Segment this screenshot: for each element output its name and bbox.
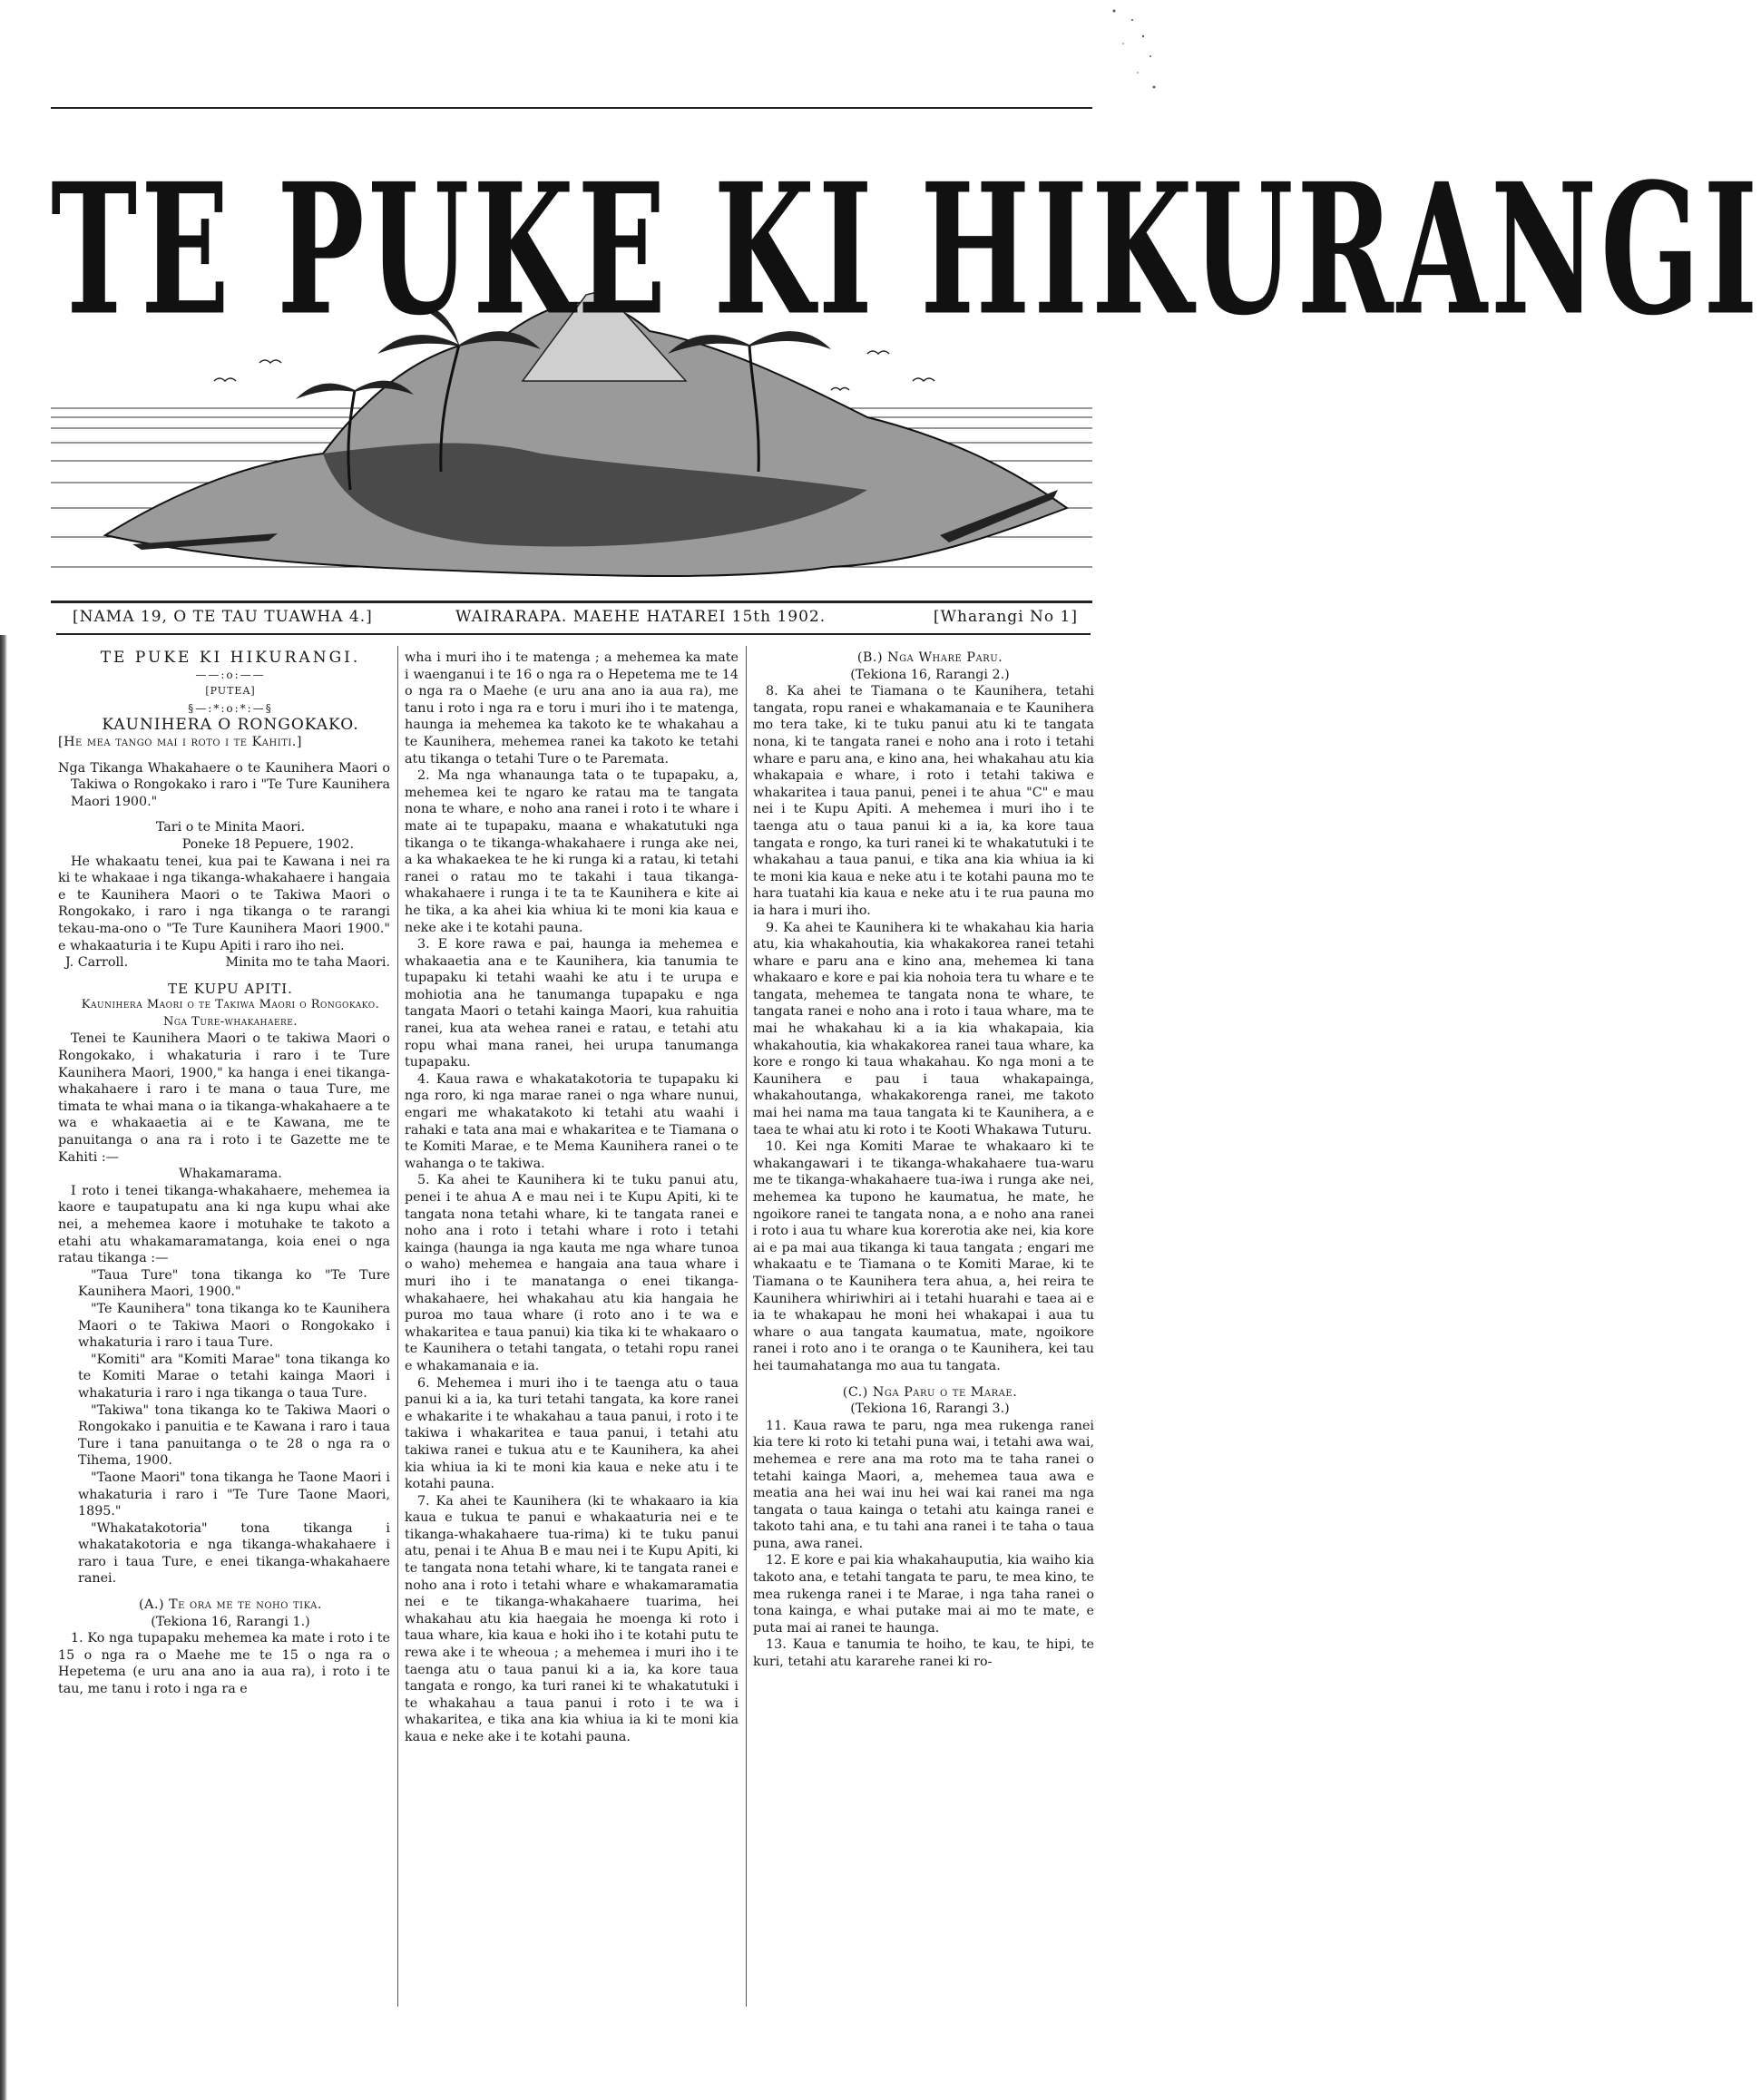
- place-date: WAIRARAPA. MAEHE HATAREI 15th 1902.: [455, 608, 827, 626]
- signature: [58, 954, 390, 972]
- column-3: [753, 650, 1094, 2092]
- body-paragraph: 5. Ka ahei te Kaunihera ki te tuku panui atu, penei i te ahua A e mau nei i te Kupu Apiti, ki te tangata nona tetahi whare, ki te tangata ranei e noho ana i roto i tetahi whare i roto i tetahi kainga (haunga ia nga kauta me nga whare tunoa o waho) mehemea e hangaia ana taua whare i muri iho i te manatanga o enei tikanga-whakahaere, hei whakahau atu kia hangaia he puroa mo taua whare (i roto ano i te wa e whakaritea e taua panui) kia tika ki te whakaaro o te Kaunihera o tetahi tangata, o tetahi ropu ranei e whakamanaia e ia.: [405, 1173, 739, 1373]
- signature-title: Minita mo te taha Maori.: [225, 955, 390, 971]
- body-paragraph: 12. E kore e pai kia whakahauputia, kia waiho kia takoto ana, e tetahi tangata te paru, te mea kino, te mea rukenga ranei i te Marae, i nga taha ranei o tona kainga, e whai putake mai ai mo te mate, e puta mai ai ranei te haunga.: [753, 1553, 1094, 1636]
- body-paragraph: 2. Ma nga whanaunga tata o te tupapaku, a, mehemea kei te ngaro ke ratau ma te tangata nona te whare, e noho ana ranei i roto i te whare i mate ai te tupapaku, maana e whakatutuki nga tikanga o te tikanga-whakahaere i runga ake nei, a ka whakaekea te he ki runga ki a ratau, ki tetahi ranei o ratau mo te takahi i taua tikanga-whakahaere i runga i te ta te Kaunihera e kite ai he tika, a ka ahei kia whiua ki te moni kia kaua e neke ake i te kotahi pauna.: [405, 768, 739, 935]
- body-paragraph: Tenei te Kaunihera Maori o te takiwa Maori o Rongokako, i whakaturia i raro i te Ture Kaunihera Maori, 1900," ka hanga i enei tikanga-whakahaere i raro i te mana o taua Ture, me timata te whai mana o ia tikanga-whakahaere a te wa e whakaaetia ai e te Kawana, me te panuitanga o ana ra i roto i te Gazette me te Kahiti :—: [58, 1031, 390, 1165]
- column-rule: [746, 646, 747, 2007]
- section-c-heading: (C.) Nga Paru o te Marae.: [842, 1384, 1018, 1400]
- issue-number: [NAMA 19, O TE TAU TUAWHA 4.]: [73, 608, 373, 626]
- definition-item: "Te Kaunihera" tona tikanga ko te Kaunihera Maori o te Takiwa Maori o Rongokako i whakaturia i raro i taua Ture.: [78, 1301, 390, 1351]
- body-paragraph: 9. Ka ahei te Kaunihera ki te whakahau kia haria atu, kia whakahoutia, kia whakakorea ranei tetahi whare e paru ana e kino ana, mehemea ki tana whakaaro e kore e pai kia nohoia tera tu whare e te tangata, mehemea te tangata nona te whare, te tangata ranei e noho ana i roto i taua whare, ma te mai he whakahau ki a ia kia whakapaia, kia whakahoutia, kia whakakorea ranei taua whare, ka kore e rongo ki taua whakahau. Ko nga moni a te Kaunihera e pau i taua whakapainga, whakahoutanga, whakakorenga ranei, me takoto mai hei nama ma taua tangata ki te Kaunihera, a e taea te whai atu ki roto i te Kooti Whakawa Tuturu.: [753, 920, 1094, 1138]
- office-line: Tari o te Minita Maori.: [155, 820, 306, 835]
- section-b-reference: (Tekiona 16, Rarangi 2.): [850, 667, 1010, 682]
- appendix-heading: TE KUPU APITI.: [168, 980, 293, 997]
- body-paragraph: I roto i tenei tikanga-whakahaere, mehemea ia kaore e taupatupatu ana ki nga kupu whai ake nei, a mehemea kaore i motuhake te takoto a etahi atu whakamaramatanga, koia enei o nga ratau tikanga :—: [58, 1183, 390, 1266]
- column-rule: [397, 646, 398, 2007]
- body-paragraph: 7. Ka ahei te Kaunihera (ki te whakaaro ia kia kaua e tukua te panui e whakaaturia nei e te tikanga-whakahaere tua-rima) ki te tuku panui atu, penai i te Ahua B e mau nei i te Kupu Apiti, ki te tangata nona tetahi whare, ki te tangata ranei e noho ana i roto i tetahi whare e whakamaramatia nei e te tikanga-whakahaere tuarima, hei whakahau atu kia haegaia he moenga ki roto i taua whare, kia kaua e hoki iho i te kotahi putu te rewa ake i te wheoua ; a mehemea i muri iho i te taenga atu o taua panui ki a ia, ka kore taua tangata e rongo, ka turi ranei ki te whakatutuki i te whakahau a taua panui i roto i te wa i whakaritea, e tika ana kia whiua ia ki te moni kia kaua e neke ake i te kotahi pauna.: [405, 1493, 739, 1744]
- body-paragraph: 10. Kei nga Komiti Marae te whakaaro ki te whakangawari i te tikanga-whakahaere tua-waru me te tikanga-whakahaere tua-iwa i runga ake nei, mehemea ka tupono he kaumatua, he mate, he ngoikore ranei te tangata nona, a e noho ana ranei i roto i aua tu whare kua korerotia ake nei, kia kore ai e pa mai aua tikanga ki taua tangata ; engari me whakaatu e te Tiamana o te Komiti Marae, ki te Tiamana o te Kaunihera tera ahua, a, hei reira te Kaunihera whiriwhiri ai i tetahi huarahi e taea ai e ia te whakapau he moni hei whakapai i aua tu whare o aua tangata kaumatua, mate, ngoikore ranei i roto ano i te oranga o te Kaunihera, kei tau hei taumahatanga mo aua tu tangata.: [753, 1139, 1094, 1373]
- ornament: §—:*:o:*:—§: [188, 701, 273, 715]
- scan-edge-shadow: [0, 635, 7, 2100]
- page-number: [Wharangi No 1]: [933, 608, 1078, 626]
- body-paragraph: 13. Kaua e tanumia te hoiho, te kau, te hipi, te kuri, tetahi atu kararehe ranei ki ro-: [753, 1637, 1094, 1670]
- body-paragraph: 3. E kore rawa e pai, haunga ia mehemea e whakaaetia ana e te Kaunihera, kia tanumia te tupapaku ki tetahi waahi ke atu i te urupa e mohiotia ana he tanumanga tupapaku e nga tangata Maori o tetahi kainga Maori, kua rahuitia ranei, kua ata wehea ranei e ratau, e tetahi atu ropu whai mana ranei, hei urupa tanumanga tupapaku.: [405, 937, 739, 1070]
- body-paragraph: 11. Kaua rawa te paru, nga mea rukenga ranei kia tere ki roto ki tetahi puna wai, i tetahi awa wai, mehemea e rere ana ma roto ma te taha ranei o tetahi kainga Maori, a, mehemea taua awa e meatia ana hei wai inu hei wai kai ranei ma nga tangata o taua kainga o tetahi atu kainga ranei e takoto tahi ana, e tu tahi ana ranei i te taha o taua puna, awa ranei.: [753, 1418, 1094, 1551]
- section-a-reference: (Tekiona 16, Rarangi 1.): [151, 1614, 310, 1629]
- column-2: [405, 650, 739, 2092]
- body-paragraph: 1. Ko nga tupapaku mehemea ka mate i roto i te 15 o nga ra o Maehe me te 15 o nga ra o Hepetema (e uru ana ano ia aua ra), i roto i te tau, me tanu i roto i nga ra e: [58, 1631, 390, 1697]
- definition-item: "Taone Maori" tona tikanga he Taone Maori i whakaturia i raro i "Te Ture Taone Maori, 1895.": [78, 1470, 390, 1519]
- masthead-title: TE PUKE KI HIKURANGI: [51, 145, 1761, 357]
- definition-item: "Taua Ture" tona tikanga ko "Te Ture Kaunihera Maori, 1900.": [78, 1267, 390, 1300]
- definition-item: "Takiwa" tona tikanga ko te Takiwa Maori o Rongokako i panuitia e te Kawana i raro i taua Ture i tana panuitanga o te 28 o nga ra o Tihema, 1900.: [78, 1402, 390, 1469]
- council-subheading: Kaunihera Maori o te Takiwa Maori o Rongokako.: [81, 998, 380, 1012]
- definition-item: "Whakatakotoria" tona tikanga i whakatakotoria e nga tikanga-whakahaere i raro i taua Ture, e enei tikanga-whakahaere ranei.: [78, 1520, 390, 1587]
- body-paragraph: wha i muri iho i te matenga ; a mehemea ka mate i waenganui i te 16 o nga ra o Hepetema me te 14 o nga ra o Maehe (e uru ana ano ia aua ra), me tanu i roto i nga ra e toru i muri iho i te matenga, haunga ia mehemea ka takoto ke te whakahau a te Kaunihera, mehemea ranei ka takoto ke tetahi atu tikanga o tetahi Ture o te Paremata.: [405, 650, 739, 767]
- section-heading: KAUNIHERA O RONGOKAKO.: [102, 716, 359, 735]
- intro-text: Nga Tikanga Whakahaere o te Kaunihera Maori o Takiwa o Rongokako i raro i "Te Ture Kaunihera Maori 1900.": [58, 760, 390, 809]
- signature-name: J. Carroll.: [65, 955, 129, 971]
- body-paragraph: 6. Mehemea i muri iho i te taenga atu o taua panui ki a ia, ka turi tetahi tangata, ka kore ranei e whakarite i te whakahau a taua panui, i roto i te takiwa i whakaritea e taua panui, i tetahi atu takiwa ranei e tukua atu e te Kaunihera, ka ahei kia whiua ia ki te moni kia kaua e neke atu i te kotahi pauna.: [405, 1375, 739, 1492]
- paper-title: TE PUKE KI HIKURANGI.: [100, 649, 361, 667]
- scan-specks: [1078, 0, 1161, 109]
- putea-label: [PUTEA]: [205, 685, 256, 698]
- column-1: [58, 650, 390, 2092]
- section-b-heading: (B.) Nga Whare Paru.: [856, 650, 1003, 665]
- date-line: Poneke 18 Pepuere, 1902.: [181, 836, 354, 852]
- definition-item: "Komiti" ara "Komiti Marae" tona tikanga ko te Komiti Marae o tetahi kainga Maori i whakaturia i raro i nga tikanga o taua Ture.: [78, 1352, 390, 1401]
- section-c-reference: (Tekiona 16, Rarangi 3.): [850, 1402, 1010, 1417]
- section-a-heading: (A.) Te ora me te noho tika.: [139, 1597, 322, 1613]
- ornament: ——:o:——: [195, 668, 266, 681]
- masthead: [51, 107, 1761, 603]
- body-paragraph: 4. Kaua rawa e whakatakotoria te tupapaku ki nga roro, ki nga marae ranei o nga whare nunui, engari me whakatakoto ki tetahi atu waahi i rahaki e tata ana mai e whakaritea e te Tiamana o te Komiti Marae, e te Mema Kaunihera ranei o te wahanga o te takiwa.: [405, 1071, 739, 1171]
- definitions-heading: Whakamarama.: [179, 1167, 282, 1182]
- body-paragraph: He whakaatu tenei, kua pai te Kawana i nei ra ki te whakaae i nga tikanga-whakahaere i hangaia e te Kaunihera Maori o te Takiwa Maori o Rongokako, i raro i nga tikanga o te rarangi tekau-ma-ono o "Te Ture Kaunihera Maori 1900." e whakaaturia i te Kupu Apiti i raro iho nei.: [58, 854, 390, 953]
- rules-subheading: Nga Ture-whakahaere.: [162, 1014, 298, 1029]
- body-paragraph: 8. Ka ahei te Tiamana o te Kaunihera, tetahi tangata, ropu ranei e whakamanaia e te Kaunihera mo tera take, ki te tuku panui atu ki te tangata nona, ki te tangata ranei e noho ana i roto i tetahi whare e paru ana, e kino ana, hei whakahau atu kia whakapaia e whare, i roto i tetahi takiwa e whakaritea i taua panui, penei i te ahua "C" e mau nei i te Kupu Apiti. A mehemea i muri iho i te taenga atu o taua panui ki a ia, ka kore taua tangata e rongo, ka turi ranei ki te whakatutuki i te whakahau a taua panui, e tika ana kia whiua ia ki te moni kia kaua e neke atu i te kotahi pauna mo te hara tuatahi kia kaua e neke atu i te rua pauna mo ia hara i muri iho.: [753, 684, 1094, 918]
- dateline: [56, 604, 1091, 635]
- source-note: [He mea tango mai i roto i te Kahiti.]: [58, 734, 302, 749]
